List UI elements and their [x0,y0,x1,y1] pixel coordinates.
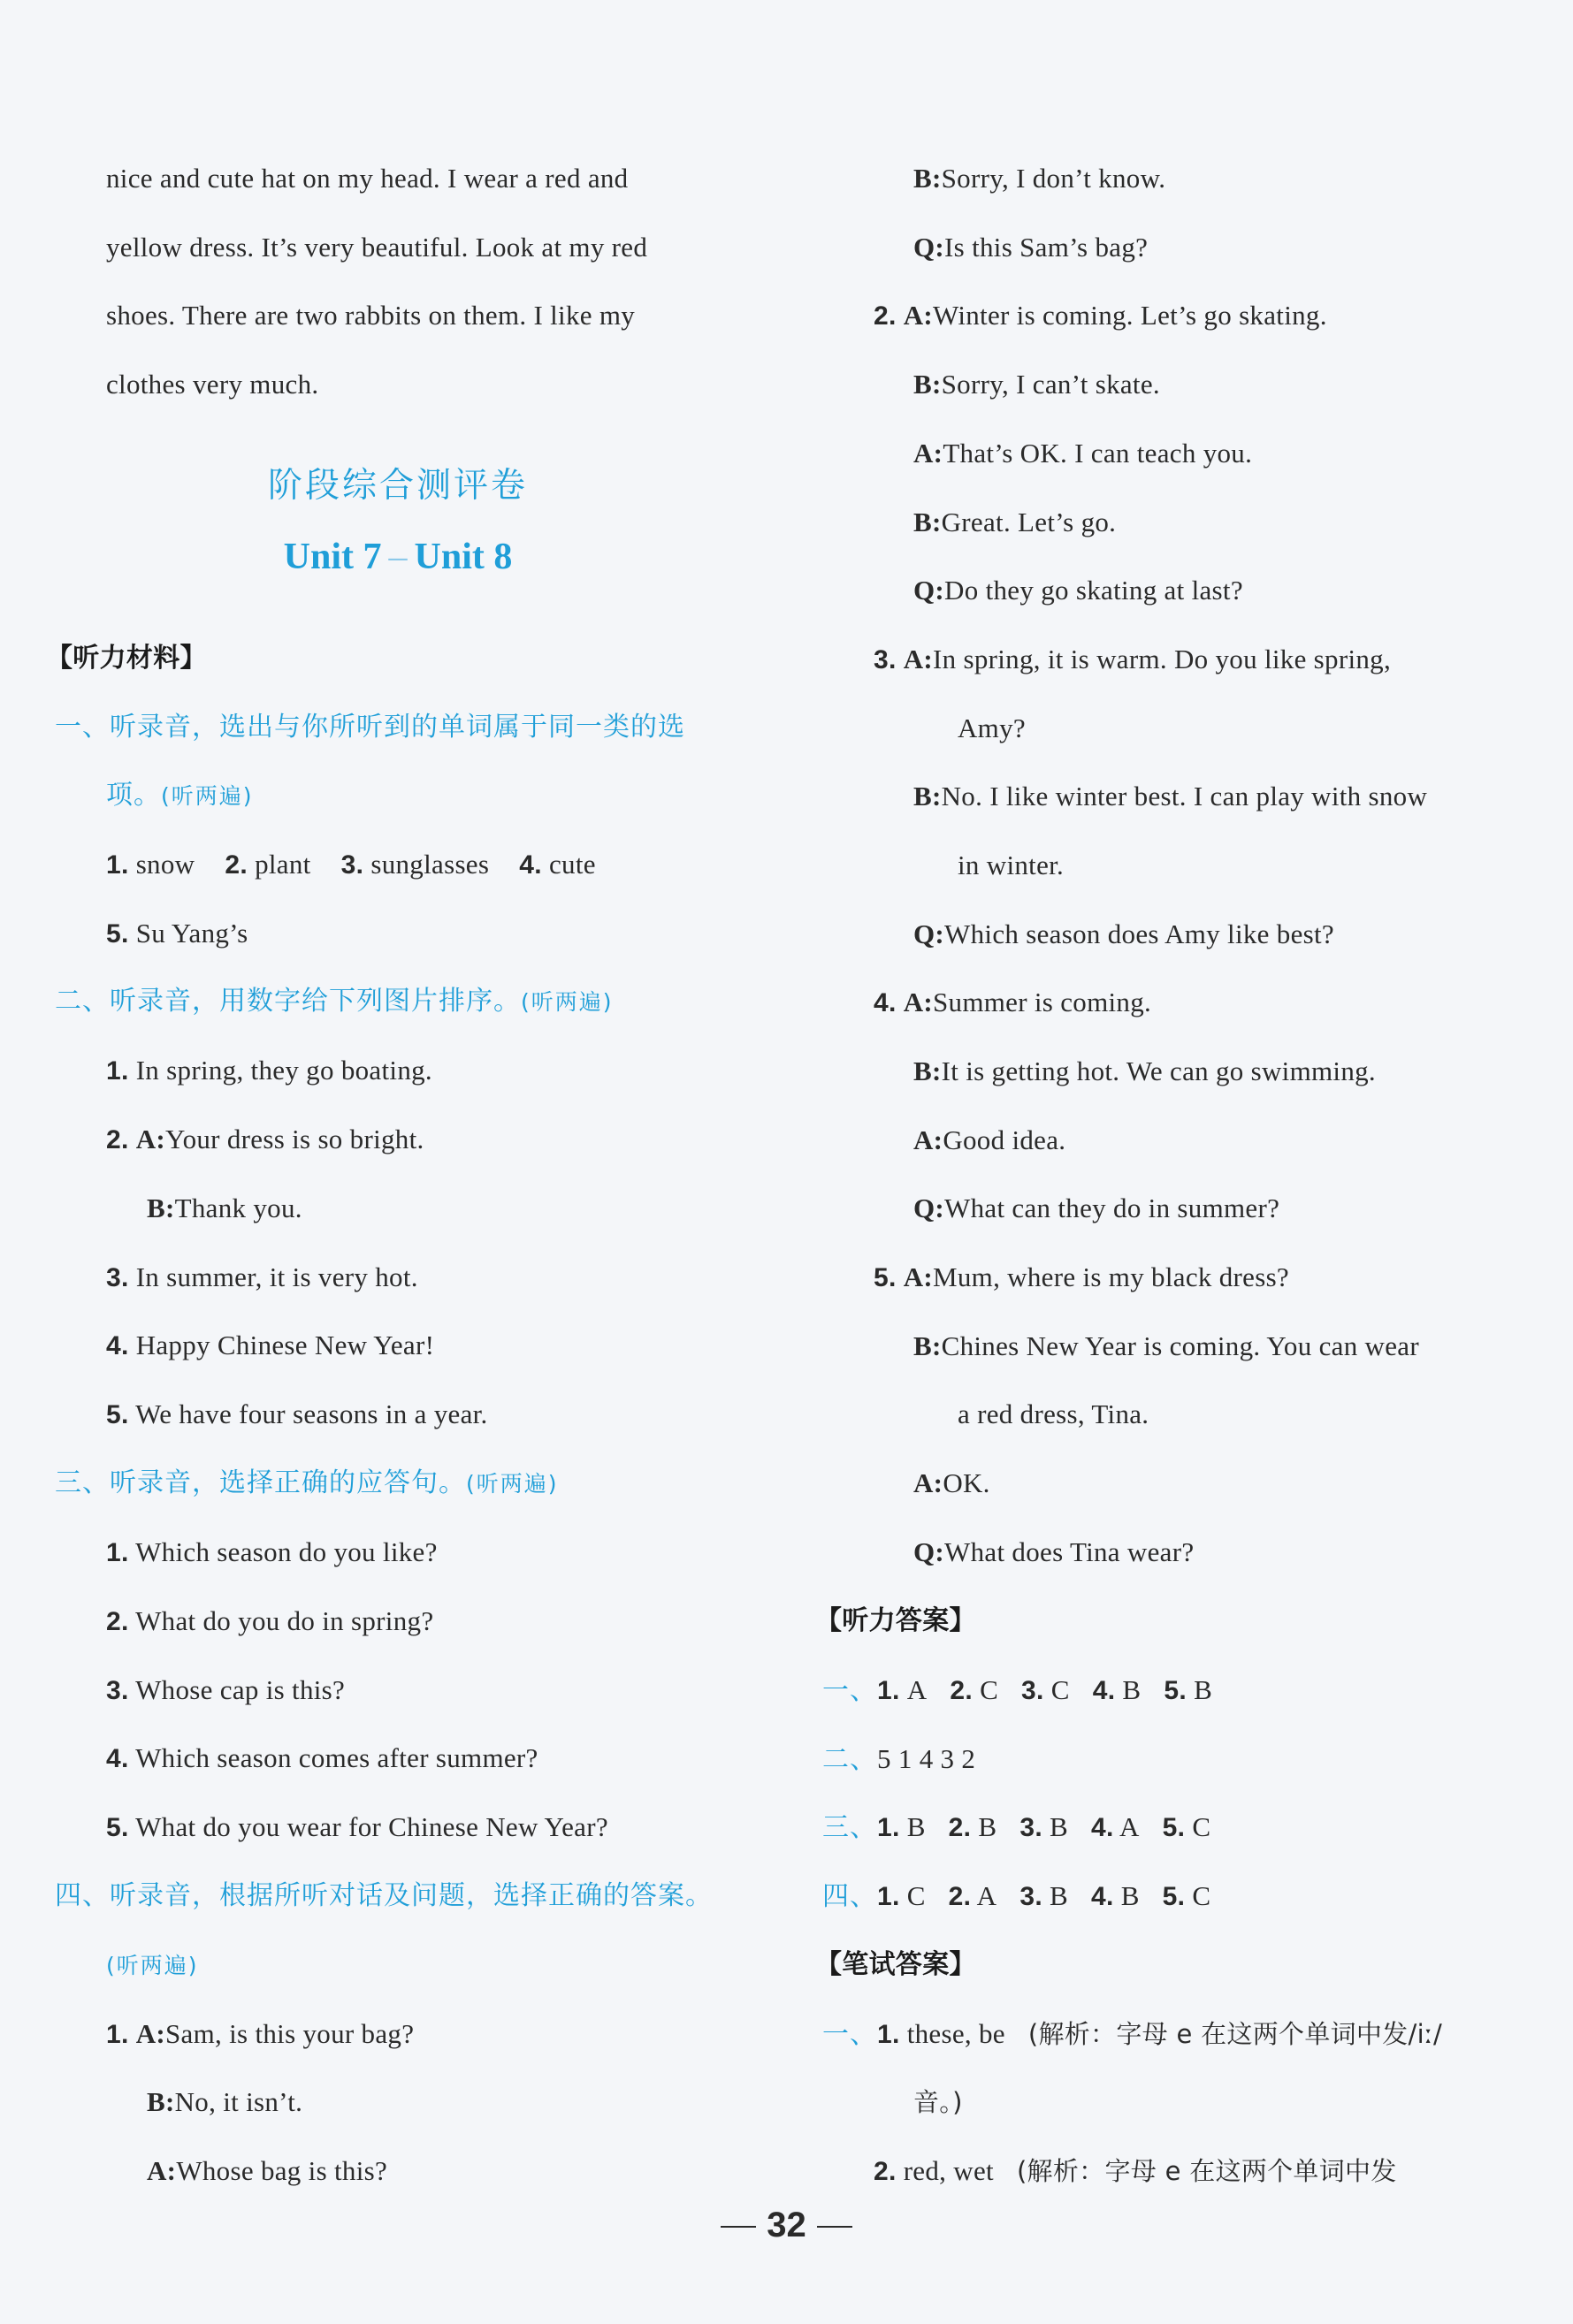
item-number: 4. [106,1331,129,1360]
item-number: 1. [106,1538,129,1567]
written-answer-2 [874,2153,1397,2190]
answer-section-label: 二、 [822,1744,877,1775]
item-number: 5. [106,1813,129,1842]
speaker-b: B: [913,781,942,811]
item-number: 5. [874,1263,897,1292]
item-number: 4. [1091,1813,1114,1842]
answer-value: C [1050,1674,1070,1705]
answer-value: C [1192,1880,1211,1911]
section-4-item-1 [106,2016,414,2053]
section-2-item-2-reply [147,1191,302,1226]
speaker-a: A: [903,1261,933,1292]
section-4-item-1-b [147,2084,302,2120]
item-number: 5. [1162,1813,1186,1842]
section-2-item-1 [106,1053,432,1089]
item-word: Su Yang’s [135,918,248,949]
dialogue-3-a-cont: Amy? [958,712,1026,743]
item-number: 1. [877,1882,900,1911]
question-label: Q: [913,1192,945,1223]
dialogue-4-b [913,1054,1376,1089]
dialogue-2-b2 [913,505,1116,540]
speaker-b: B: [913,163,942,194]
dialogue-5-a2 [913,1466,990,1501]
item-number: 5. [1164,1676,1187,1705]
item-text: Sorry, I don’t know. [941,163,1166,194]
item-number: 1. [877,1676,900,1705]
item-text: In spring, they go boating. [135,1055,432,1086]
page-number [0,2206,1573,2245]
speaker-a: A: [147,2155,177,2186]
section-1-item-5 [106,916,248,952]
item-text: What can they do in summer? [944,1192,1280,1223]
answers-section-3 [822,1810,1210,1846]
written-answer-1-cont: 音。) [913,2087,963,2117]
item-text: Which season do you like? [135,1536,438,1567]
item-text: That’s OK. I can teach you. [943,438,1253,469]
speaker-a: A: [903,300,933,331]
section-1-title-end: 项。 [106,780,161,811]
section-2-item-3 [106,1260,418,1296]
page-number-text: 32 [767,2206,806,2244]
section-2-title [55,984,614,1020]
item-text: Thank you. [174,1192,302,1223]
item-text: What do you wear for Chinese New Year? [135,1811,608,1842]
dialogue-2-a [874,298,1327,334]
section-2-item-5 [106,1397,488,1433]
item-text: Which season does Amy like best? [944,918,1334,949]
question-label: Q: [913,1536,945,1567]
answer-value: B [978,1811,997,1842]
item-number: 3. [874,645,897,674]
passage-line-4: clothes very much. [106,369,319,400]
dialogue-2-a2 [913,436,1252,471]
section-1-items-row [106,847,596,883]
item-number: 1. [877,2020,900,2049]
section-4-note-line [106,1947,199,1984]
item-number: 5. [106,1400,129,1429]
section-1-title: 一、听录音，选出与你所听到的单词属于同一类的选 [55,712,685,743]
answer-explanation: (解析：字母 e 在这两个单词中发 [1016,2156,1397,2186]
answer-value: B [1050,1880,1068,1911]
item-text: Whose bag is this? [176,2155,388,2186]
written-answers-header: 【笔试答案】 [815,1949,976,1980]
section-4-note: (听两遍) [106,1953,199,1978]
answers-section-1 [822,1673,1212,1709]
unit-dash: – [388,537,408,577]
written-answer-1 [822,2016,1442,2053]
answer-value: C [906,1880,926,1911]
dialogue-5-b-cont: a red dress, Tina. [958,1398,1149,1429]
speaker-b: B: [913,507,942,537]
item-number: 2. [106,1125,129,1154]
section-3-title [55,1466,559,1502]
speaker-a: A: [913,438,943,469]
item-number: 3. [106,1263,129,1292]
section-2-note: (听两遍) [521,989,614,1015]
speaker-a: A: [135,2018,165,2049]
question-label: Q: [913,575,945,606]
item-number: 1. [877,1813,900,1842]
item-word: cute [548,849,596,880]
item-text: Mum, where is my black dress? [933,1261,1289,1292]
item-text: Is this Sam’s bag? [944,232,1149,263]
section-3-item-4 [106,1741,538,1777]
section-3-item-2 [106,1604,433,1640]
speaker-a: A: [913,1467,943,1498]
answer-words: red, wet [903,2155,994,2186]
item-number: 2. [948,1813,972,1842]
section-2-item-4 [106,1328,434,1364]
page-number-right-rule [817,2226,852,2228]
dialogue-1-b [913,161,1165,196]
answer-section-label: 三、 [822,1812,877,1843]
item-text: Good idea. [943,1124,1066,1155]
item-text: Great. Let’s go. [941,507,1117,537]
item-text: Your dress is so bright. [165,1124,424,1154]
speaker-a: A: [903,644,933,674]
item-number: 1. [106,2020,129,2049]
item-text: Sorry, I can’t skate. [941,369,1160,400]
answer-explanation: (解析：字母 e 在这两个单词中发/iː/ [1027,2019,1443,2049]
answer-value: B [1194,1674,1213,1705]
speaker-a: A: [903,987,933,1017]
item-text: Which season comes after summer? [135,1742,538,1773]
dialogue-3-q [913,917,1334,952]
item-number: 4. [874,988,897,1017]
item-number: 1. [106,850,129,880]
item-number: 1. [106,1056,129,1086]
speaker-b: B: [147,1192,175,1223]
answer-section-label: 四、 [822,1881,877,1912]
answer-value: C [1192,1811,1211,1842]
dialogue-3-a [874,642,1391,678]
passage-line-3: shoes. There are two rabbits on them. I like my [106,300,636,331]
answer-value: A [906,1674,928,1705]
item-text: Do they go skating at last? [944,575,1243,606]
item-number: 2. [948,1882,972,1911]
item-text: No, it isn’t. [174,2086,303,2117]
answer-value: B [1122,1674,1142,1705]
unit-range-title [0,536,796,578]
section-3-item-5 [106,1810,608,1846]
item-number: 5. [1162,1882,1186,1911]
dialogue-4-a [874,985,1151,1021]
speaker-b: B: [147,2086,175,2117]
dialogue-2-q [913,573,1243,608]
item-number: 3. [340,850,364,880]
dialogue-5-q [913,1535,1194,1570]
answer-value: 5 1 4 3 2 [877,1743,976,1774]
dialogue-1-q [913,230,1148,265]
answer-value: A [1119,1811,1140,1842]
item-text: We have four seasons in a year. [135,1398,488,1429]
item-number: 2. [874,301,897,331]
item-text: Summer is coming. [933,987,1152,1017]
item-text: Sam, is this your bag? [165,2018,415,2049]
item-text: It is getting hot. We can go swimming. [941,1055,1376,1086]
answer-value: C [980,1674,999,1705]
dialogue-3-b [913,779,1427,814]
answer-value: B [906,1811,926,1842]
unit-end: Unit 8 [414,537,513,577]
dialogue-4-a2 [913,1123,1065,1158]
item-text: In spring, it is warm. Do you like spring, [933,644,1392,674]
answer-value: B [1120,1880,1140,1911]
item-number: 2. [950,1676,973,1705]
listening-answers-header: 【听力答案】 [815,1605,976,1636]
question-label: Q: [913,918,945,949]
item-text: No. I like winter best. I can play with snow [941,781,1428,811]
section-3-note: (听两遍) [466,1471,559,1497]
answer-section-label: 一、 [822,2019,877,2050]
item-text: What does Tina wear? [944,1536,1195,1567]
item-number: 3. [1019,1882,1042,1911]
dialogue-3-b-cont: in winter. [958,850,1065,880]
item-number: 4. [519,850,542,880]
listening-material-header: 【听力材料】 [46,643,207,674]
answer-words: these, be [906,2018,1005,2049]
dialogue-5-a [874,1260,1289,1296]
speaker-b: B: [913,1330,942,1361]
speaker-b: B: [913,369,942,400]
section-3-item-1 [106,1535,438,1571]
section-3-title-text: 三、听录音，选择正确的应答句。 [55,1467,466,1498]
item-word: snow [135,849,195,880]
item-text: Winter is coming. Let’s go skating. [933,300,1327,331]
item-number: 5. [106,919,129,949]
item-text: Happy Chinese New Year! [135,1330,435,1360]
item-number: 2. [106,1607,129,1636]
item-word: sunglasses [370,849,490,880]
item-number: 3. [106,1676,129,1705]
section-2-item-2 [106,1122,424,1158]
section-4-title: 四、听录音，根据所听对话及问题，选择正确的答案。 [55,1880,713,1911]
item-number: 2. [874,2157,897,2186]
item-number: 3. [1019,1813,1042,1842]
speaker-b: B: [913,1055,942,1086]
item-number: 2. [225,850,248,880]
item-number: 4. [1092,1676,1116,1705]
passage-line-1: nice and cute hat on my head. I wear a red and [106,163,629,194]
item-number: 3. [1021,1676,1044,1705]
dialogue-2-b [913,367,1160,402]
question-label: Q: [913,232,945,263]
section-3-item-3 [106,1673,345,1709]
item-text: Whose cap is this? [135,1674,346,1705]
item-text: Chines New Year is coming. You can wear [941,1330,1419,1361]
section-2-title-text: 二、听录音，用数字给下列图片排序。 [55,986,521,1017]
section-4-item-1-a2 [147,2153,387,2189]
unit-start: Unit 7 [283,537,382,577]
dialogue-5-b [913,1329,1419,1364]
item-text: In summer, it is very hot. [135,1261,418,1292]
section-1-note: (听两遍) [161,783,254,809]
answer-value: B [1050,1811,1069,1842]
section-1-title-cont [106,778,254,814]
answers-section-4 [822,1878,1210,1915]
page-number-left-rule [721,2226,756,2228]
test-title: 阶段综合测评卷 [267,466,528,506]
item-text: What do you do in spring? [135,1605,434,1636]
passage-line-2: yellow dress. It’s very beautiful. Look at my red [106,232,648,263]
answer-section-label: 一、 [822,1675,877,1706]
answer-value: A [976,1880,997,1911]
speaker-a: A: [135,1124,165,1154]
item-number: 4. [1091,1882,1114,1911]
speaker-a: A: [913,1124,943,1155]
item-word: plant [255,849,311,880]
answers-section-2 [822,1741,975,1778]
dialogue-4-q [913,1191,1279,1226]
item-number: 4. [106,1744,129,1773]
item-text: OK. [943,1467,990,1498]
